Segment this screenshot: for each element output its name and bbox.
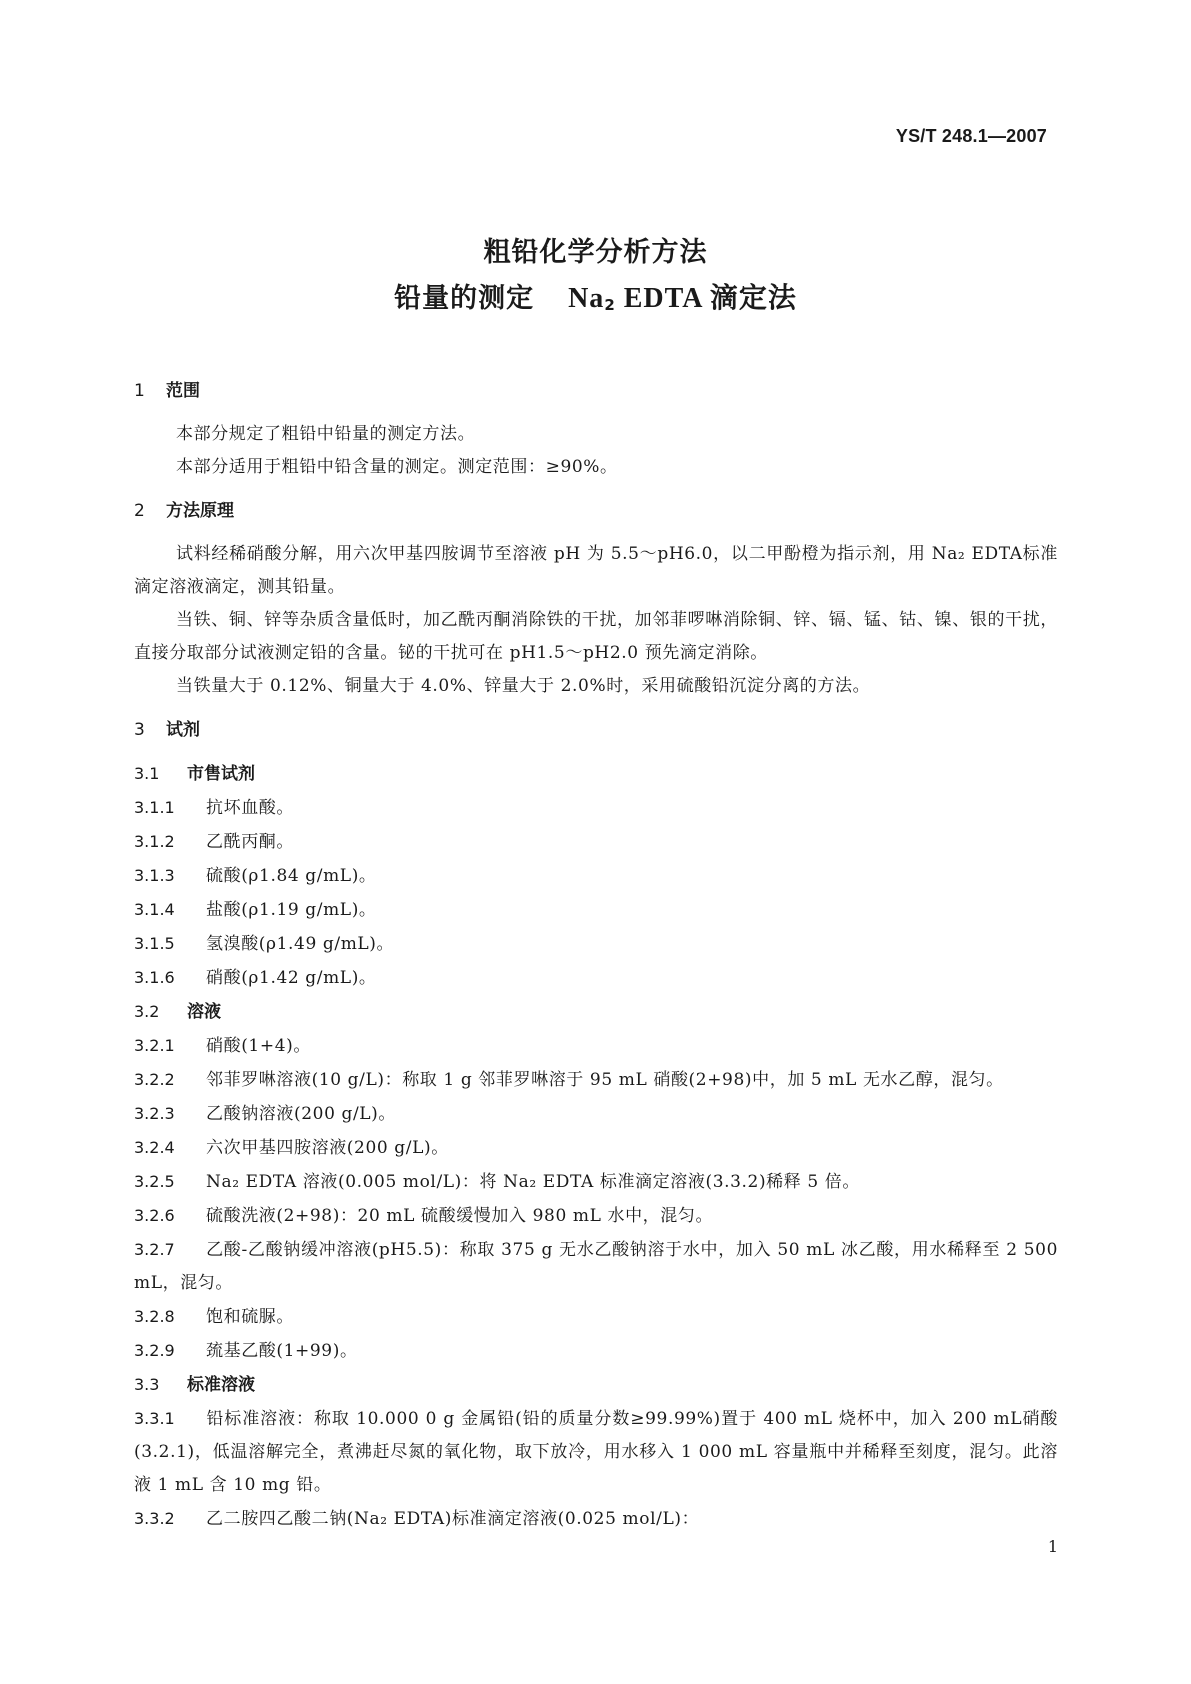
- subsection-title: 溶液: [187, 1002, 221, 1022]
- list-item: [134, 1097, 1058, 1131]
- title-line2-part2: EDTA 滴定法: [615, 283, 797, 314]
- list-item: [134, 1165, 1058, 1199]
- page-number: 1: [1047, 1537, 1058, 1556]
- item-text: 乙酸钠溶液(200 g/L)。: [206, 1104, 397, 1124]
- section-2-paragraph-2: 当铁、铜、锌等杂质含量低时，加乙酰丙酮消除铁的干扰，加邻菲啰啉消除铜、锌、镉、锰、钴、镍、银的干扰，直接分取部分试液测定铅的含量。铋的干扰可在 pH1.5～pH2.0 预先滴定消除。: [134, 610, 1058, 663]
- title-line2-na: Na: [568, 283, 605, 314]
- list-item: [134, 1300, 1058, 1334]
- item-text: 盐酸(ρ1.19 g/mL)。: [206, 900, 377, 920]
- item-number: 3.2.2: [134, 1070, 175, 1089]
- item-number: 3.2.5: [134, 1172, 175, 1191]
- section-number: 3: [134, 720, 145, 740]
- subsection-number: 3.2: [134, 1002, 160, 1021]
- item-number: 3.1.2: [134, 832, 175, 851]
- item-number: 3.2.6: [134, 1206, 175, 1225]
- document-title-line1: 粗铅化学分析方法: [483, 237, 708, 268]
- subsection-number: 3.1: [134, 764, 160, 783]
- section-2-paragraph-1: 试料经稀硝酸分解，用六次甲基四胺调节至溶液 pH 为 5.5～pH6.0，以二甲酚橙为指示剂，用 Na₂ EDTA标准滴定溶液滴定，测其铅量。: [134, 544, 1058, 597]
- item-number: 3.2.8: [134, 1307, 175, 1326]
- item-text: 硝酸(ρ1.42 g/mL)。: [206, 968, 377, 988]
- item-number: 3.1.5: [134, 934, 175, 953]
- item-text: 乙二胺四乙酸二钠(Na₂ EDTA)标准滴定溶液(0.025 mol/L)：: [206, 1509, 700, 1529]
- item-text: 乙酸-乙酸钠缓冲溶液(pH5.5)：称取 375 g 无水乙酸钠溶于水中，加入 50 mL 冰乙酸，用水稀释至 2 500 mL，混匀。: [134, 1240, 1058, 1293]
- list-item: [134, 825, 1058, 859]
- item-text: 硝酸(1+4)。: [206, 1036, 311, 1056]
- list-item: [134, 927, 1058, 961]
- item-number: 3.1.3: [134, 866, 175, 885]
- item-text: 六次甲基四胺溶液(200 g/L)。: [206, 1138, 449, 1158]
- item-text: 饱和硫脲。: [206, 1307, 294, 1327]
- section-3-heading: [134, 715, 1058, 745]
- item-text: 铅标准溶液：称取 10.000 0 g 金属铅(铅的质量分数≥99.99%)置于 400 mL 烧杯中，加入 200 mL硝酸(3.2.1)，低温溶解完全，煮沸赶尽氮的氧化物，取下放冷，用水移入 1 000 mL 容量瓶中并稀释至刻度，混匀。此溶液 1 mL 含 10 mg 铅。: [134, 1409, 1058, 1495]
- list-item: [134, 1131, 1058, 1165]
- subsection-3-1-heading: [134, 757, 1058, 791]
- item-text: 氢溴酸(ρ1.49 g/mL)。: [206, 934, 395, 954]
- item-number: 3.3.2: [134, 1509, 175, 1528]
- item-text: 硫酸(ρ1.84 g/mL)。: [206, 866, 377, 886]
- list-item: [134, 961, 1058, 995]
- list-item: [134, 1063, 1058, 1097]
- title-line2-subscript: 2: [604, 296, 616, 314]
- item-number: 3.2.3: [134, 1104, 175, 1123]
- section-number: 1: [134, 381, 145, 401]
- section-1-paragraph-1: 本部分规定了粗铅中铅量的测定方法。: [176, 424, 476, 444]
- item-text: 乙酰丙酮。: [206, 832, 294, 852]
- list-item: [134, 893, 1058, 927]
- subsection-title: 市售试剂: [187, 764, 255, 784]
- subsection-3-2-heading: [134, 995, 1058, 1029]
- item-text: 硫酸洗液(2+98)：20 mL 硫酸缓慢加入 980 mL 水中，混匀。: [206, 1206, 714, 1226]
- item-number: 3.1.4: [134, 900, 175, 919]
- list-item: [134, 1199, 1058, 1233]
- title-line2-part1: 铅量的测定: [394, 283, 535, 314]
- document-body: [134, 376, 1058, 1536]
- item-number: 3.2.7: [134, 1240, 175, 1259]
- section-title: 试剂: [166, 720, 200, 740]
- list-item: [134, 1029, 1058, 1063]
- document-title-line2: [0, 276, 1191, 316]
- list-item: [134, 1402, 1058, 1502]
- section-number: 2: [134, 501, 145, 521]
- list-item: [134, 1233, 1058, 1300]
- item-number: 3.2.1: [134, 1036, 175, 1055]
- list-item: [134, 791, 1058, 825]
- subsection-3-3-heading: [134, 1368, 1058, 1402]
- section-1-heading: [134, 376, 1058, 406]
- section-title: 方法原理: [166, 501, 234, 521]
- item-number: 3.2.4: [134, 1138, 175, 1157]
- subsection-title: 标准溶液: [187, 1375, 255, 1395]
- item-text: Na₂ EDTA 溶液(0.005 mol/L)：将 Na₂ EDTA 标准滴定溶液(3.3.2)稀释 5 倍。: [206, 1172, 861, 1192]
- list-item: [134, 1334, 1058, 1368]
- standard-code: YS/T 248.1—2007: [895, 126, 1047, 146]
- item-text: 巯基乙酸(1+99)。: [206, 1341, 358, 1361]
- section-2-heading: [134, 496, 1058, 526]
- subsection-number: 3.3: [134, 1375, 160, 1394]
- item-number: 3.1.1: [134, 798, 175, 817]
- list-item: [134, 859, 1058, 893]
- item-number: 3.3.1: [134, 1409, 175, 1428]
- section-1-paragraph-2: 本部分适用于粗铅中铅含量的测定。测定范围：≥90%。: [176, 457, 618, 477]
- item-number: 3.2.9: [134, 1341, 175, 1360]
- item-text: 抗坏血酸。: [206, 798, 294, 818]
- list-item: [134, 1502, 1058, 1536]
- item-text: 邻菲罗啉溶液(10 g/L)：称取 1 g 邻菲罗啉溶于 95 mL 硝酸(2+98)中，加 5 mL 无水乙醇，混匀。: [206, 1070, 1004, 1090]
- section-2-paragraph-3: 当铁量大于 0.12%、铜量大于 4.0%、锌量大于 2.0%时，采用硫酸铅沉淀分离的方法。: [176, 676, 871, 696]
- section-title: 范围: [166, 381, 200, 401]
- item-number: 3.1.6: [134, 968, 175, 987]
